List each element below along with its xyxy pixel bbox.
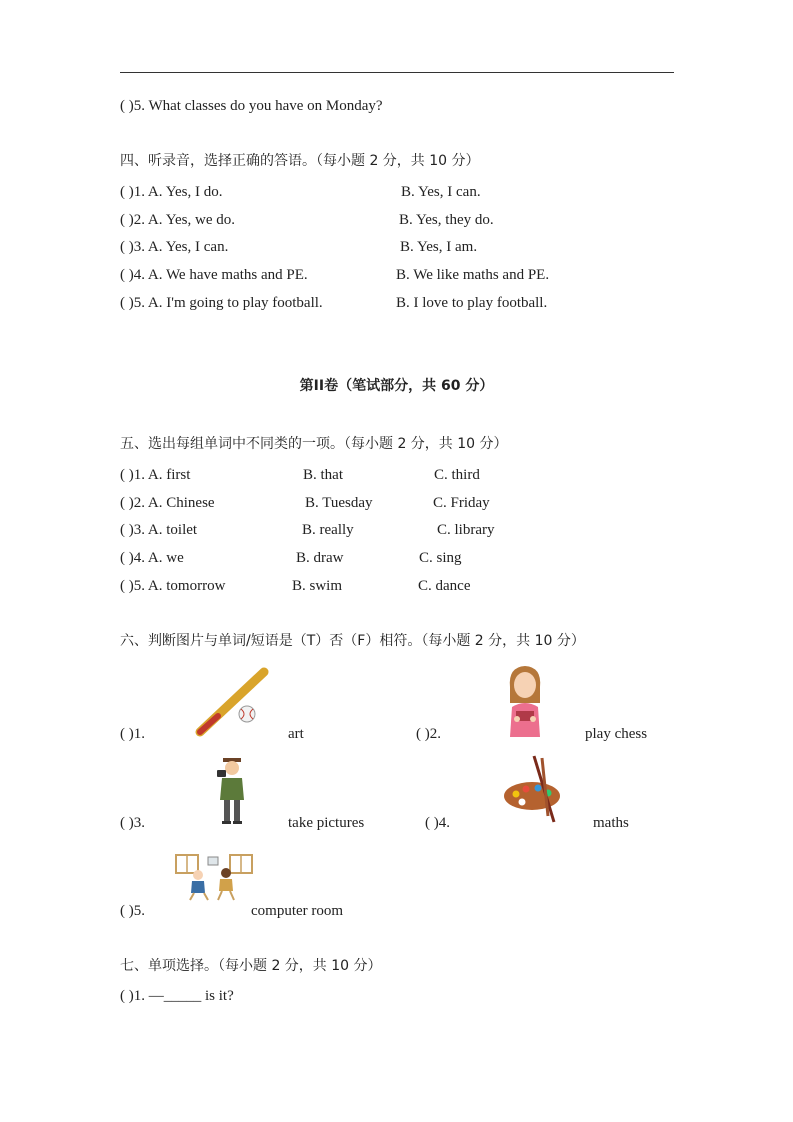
option-b: B. I love to play football.	[396, 295, 548, 311]
item-number: ( )3.	[120, 815, 145, 831]
option-c: C. Friday	[433, 495, 490, 511]
section-heading: 七、单项选择。（每小题 2 分，共 10 分）	[120, 958, 382, 974]
option-b: B. We like maths and PE.	[396, 267, 550, 283]
option-b: B. Yes, I can.	[401, 184, 481, 200]
section-heading: 六、判断图片与单词/短语是（T）否（F）相符。（每小题 2 分，共 10 分）	[120, 633, 585, 649]
option-a: ( )5. A. I'm going to play football.	[120, 295, 323, 311]
photographer-icon	[214, 754, 250, 826]
option-c: C. sing	[419, 550, 462, 566]
option-a: ( )3. A. Yes, I can.	[120, 239, 229, 255]
option-c: C. third	[434, 467, 480, 483]
section-heading: 五、选出每组单词中不同类的一项。（每小题 2 分，共 10 分）	[120, 436, 508, 452]
option-a: ( )4. A. We have maths and PE.	[120, 267, 308, 283]
item-number: ( )4.	[425, 815, 450, 831]
item-number: ( )5.	[120, 903, 145, 919]
option-b: B. Yes, I am.	[400, 239, 478, 255]
option-c: C. dance	[418, 578, 471, 594]
baseball-bat-icon	[192, 664, 272, 740]
item-number: ( )2.	[416, 726, 441, 742]
option-b: B. really	[302, 522, 354, 538]
option-b: B. Tuesday	[305, 495, 373, 511]
girl-reading-icon	[502, 663, 548, 739]
option-b: B. Yes, they do.	[399, 212, 494, 228]
option-b: B. that	[303, 467, 343, 483]
option-a: ( )1. A. first	[120, 467, 191, 483]
item-word: take pictures	[288, 815, 365, 831]
option-a: ( )2. A. Chinese	[120, 495, 215, 511]
header-rule	[120, 72, 674, 73]
item-word: computer room	[251, 903, 344, 919]
option-a: ( )1. A. Yes, I do.	[120, 184, 223, 200]
option-b: B. swim	[292, 578, 343, 594]
paint-palette-icon	[502, 754, 566, 824]
option-a: ( )5. A. tomorrow	[120, 578, 226, 594]
option-a: ( )2. A. Yes, we do.	[120, 212, 236, 228]
question-text: ( )5. What classes do you have on Monday?	[120, 98, 383, 114]
item-number: ( )1.	[120, 726, 145, 742]
option-a: ( )4. A. we	[120, 550, 184, 566]
kids-painting-icon	[174, 853, 254, 901]
section-heading: 四、听录音，选择正确的答语。（每小题 2 分，共 10 分）	[120, 153, 480, 169]
question-text: ( )1. —_____ is it?	[120, 988, 234, 1004]
option-c: C. library	[437, 522, 495, 538]
option-a: ( )3. A. toilet	[120, 522, 198, 538]
item-word: maths	[593, 815, 629, 831]
part-title: 第II卷（笔试部分，共 60 分）	[299, 378, 494, 394]
option-b: B. draw	[296, 550, 344, 566]
item-word: play chess	[585, 726, 648, 742]
item-word: art	[288, 726, 304, 742]
